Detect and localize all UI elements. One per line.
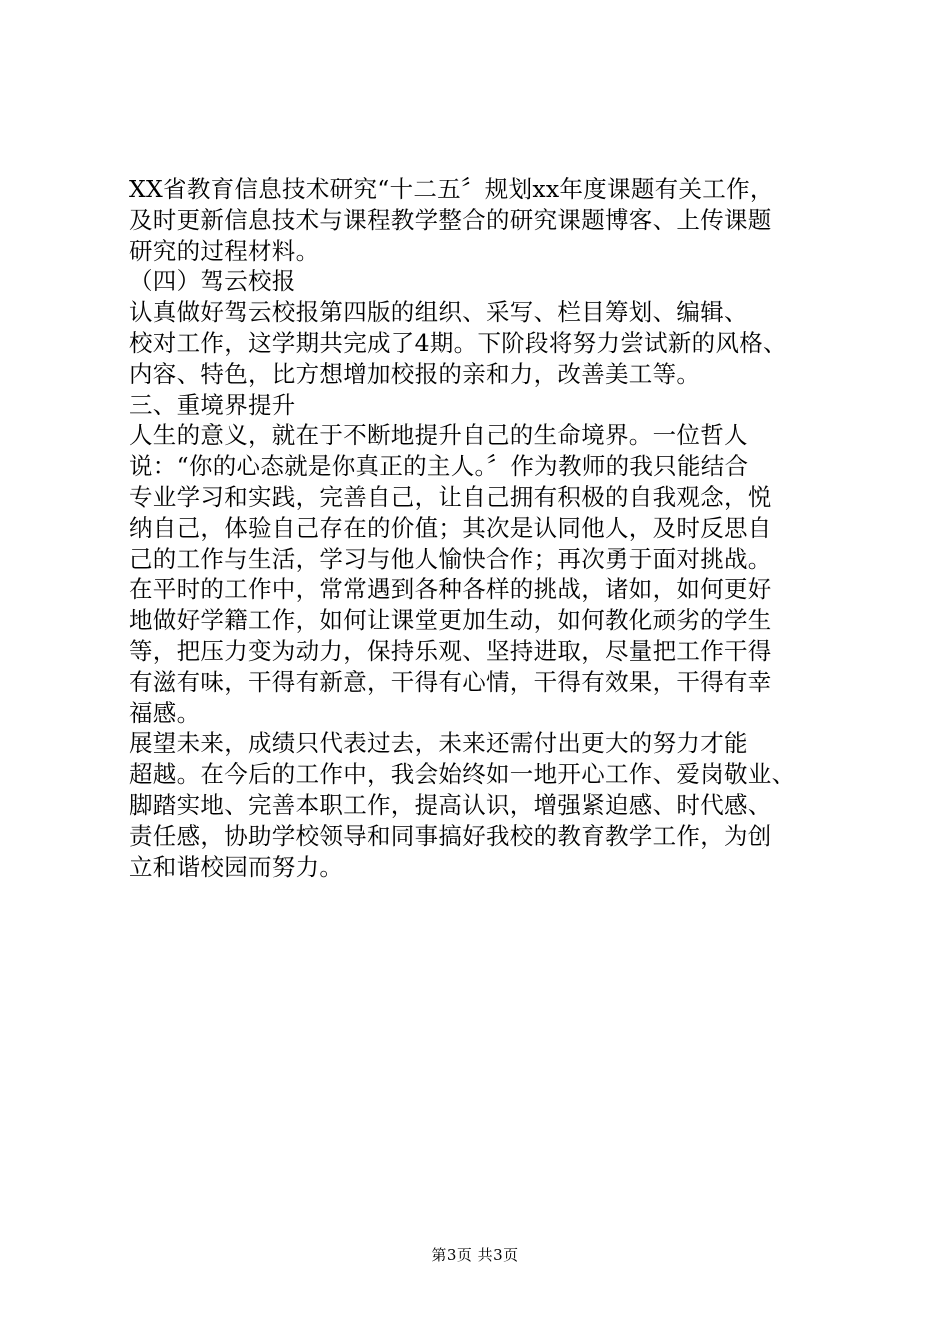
text-line: 立和谐校园而努力。: [129, 852, 344, 881]
text-line: 及时更新信息技术与课程教学整合的研究课题博客、上传课题: [129, 205, 772, 234]
text-line: 有滋有味，干得有新意，干得有心情，干得有效果，干得有幸: [129, 667, 772, 696]
page-footer: [0, 1245, 950, 1265]
text-line: 专业学习和实践，完善自己，让自己拥有积极的自我观念，悦: [129, 482, 772, 511]
text-line: 脚踏实地、完善本职工作，提高认识，增强紧迫感、时代感、: [129, 790, 772, 819]
text-line: 等，把压力变为动力，保持乐观、坚持进取，尽量把工作干得: [129, 636, 772, 665]
text-line: 展望未来，成绩只代表过去，未来还需付出更大的努力才能: [129, 729, 748, 758]
text-line: 福感。: [129, 698, 201, 727]
text-line: 超越。在今后的工作中，我会始终如一地开心工作、爱岗敬业、: [129, 760, 796, 789]
text-line: 责任感，协助学校领导和同事搞好我校的教育教学工作，为创: [129, 821, 772, 850]
text-line: 人生的意义，就在于不断地提升自己的生命境界。一位哲人: [129, 421, 748, 450]
text-line: 地做好学籍工作，如何让课堂更加生动，如何教化顽劣的学生: [129, 606, 772, 635]
page-number: 第3页 共3页: [431, 1246, 519, 1264]
text-line: 研究的过程材料。: [129, 236, 320, 265]
text-line: 内容、特色，比方想增加校报的亲和力，改善美工等。: [129, 359, 701, 388]
text-line: XX省教育信息技术研究“十二五〞规划xx年度课题有关工作，: [129, 175, 774, 203]
text-line: 己的工作与生活，学习与他人愉快合作；再次勇于面对挑战。: [129, 544, 772, 573]
document-body: [129, 174, 829, 882]
text-line: 说：“你的心态就是你真正的主人。〞作为教师的我只能结合: [129, 452, 749, 481]
text-line: 校对工作，这学期共完成了4期。下阶段将努力尝试新的风格、: [129, 328, 787, 357]
text-line: 认真做好驾云校报第四版的组织、采写、栏目筹划、编辑、: [129, 298, 748, 327]
section-heading: 三、重境界提升: [129, 390, 296, 419]
section-heading: （四）驾云校报: [129, 267, 296, 296]
text-line: 在平时的工作中，常常遇到各种各样的挑战，诸如，如何更好: [129, 575, 772, 604]
text-line: 纳自己，体验自己存在的价值；其次是认同他人，及时反思自: [129, 513, 772, 542]
